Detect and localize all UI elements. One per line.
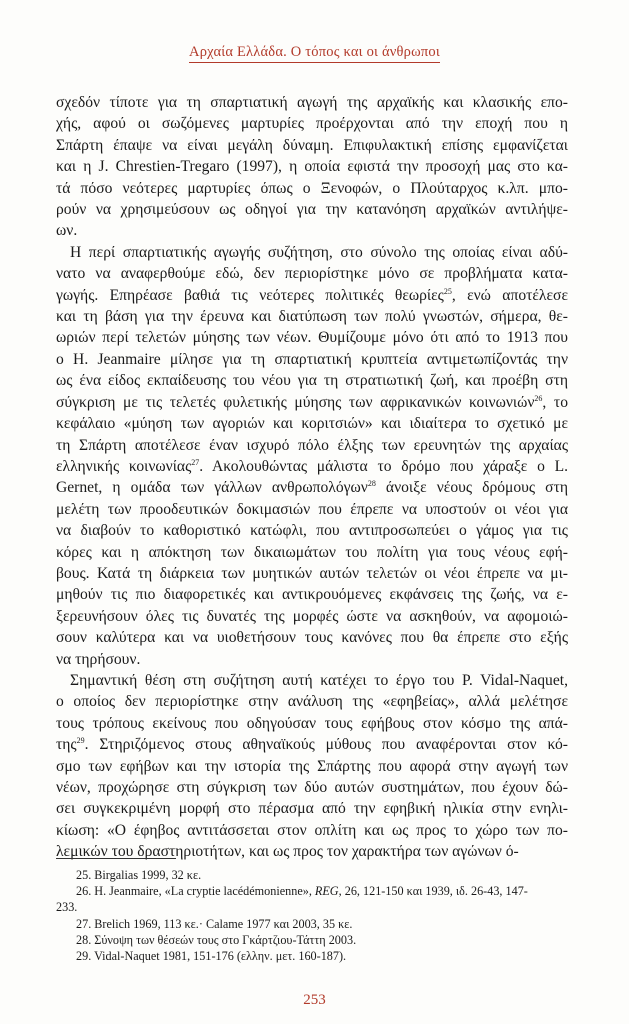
text-line: τά πόσο νεότερες μαρτυρίες όπως ο Ξενοφών, ο Πλούταρχος κ.λπ. μπο- bbox=[56, 179, 568, 197]
footnote-text: H. Jeanmaire, «La cryptie lacédémonienne», bbox=[94, 884, 315, 899]
text-line: σχεδόν τίποτε για τη σπαρτιατική αγωγή της αρχαϊκής και κλασικής επο- bbox=[56, 94, 568, 111]
text-line: ελληνικής κοινωνίας$^{27}$. Ακολουθώντας μάλιστα το δρόμο που χάραξε ο L. bbox=[56, 457, 569, 475]
text-line: γωγής. Επηρέασε βαθιά τις νεότερες πολιτικές θεωρίες$^{25}$, ενώ αποτέλεσε bbox=[56, 286, 568, 304]
footnote bbox=[56, 932, 568, 948]
running-title: Αρχαία Ελλάδα. Ο τόπος και οι άνθρωποι bbox=[189, 44, 440, 63]
footnote-marker[interactable]: 25 bbox=[443, 286, 452, 296]
footnote-number: 26. bbox=[76, 884, 95, 899]
footnote-number: 25. bbox=[76, 868, 95, 882]
running-header bbox=[0, 44, 629, 63]
footnote bbox=[56, 867, 568, 883]
footnote bbox=[56, 948, 568, 964]
text-line: της$^{29}$. Στηριζόμενος στους αθηναϊκούς μύθους που αναφέρονται στον κό- bbox=[56, 736, 568, 754]
text-line: Σπάρτη έπαψε να είναι μεγάλη δύναμη. Επιφυλακτική επίσης εμφανίζεται bbox=[56, 136, 568, 154]
text-line: τη Σπάρτη αποτέλεσε έναν ισχυρό πόλο έλξης των ερευνητών της αρχαίας bbox=[56, 436, 568, 454]
footnote-text: Vidal-Naquet 1981, 151-176 (ελλην. μετ. 160-187). bbox=[94, 949, 347, 964]
text-line: ως ένα είδος εκπαίδευσης του νέου για τη στρατιωτική ζωή, και προέβη στη bbox=[56, 372, 568, 390]
footnote bbox=[56, 883, 568, 899]
text-line: τους τρόπους εκείνους που οδηγούσαν τους εφήβους στον κόσμο της απά- bbox=[56, 714, 568, 732]
text-line: κεφάλαιο «μύηση των αγοριών και κοριτσιών» και ιδιαίτερα το σχετικό με bbox=[56, 415, 568, 433]
footnote-number: 27. bbox=[76, 916, 95, 931]
footnote-separator bbox=[56, 858, 176, 859]
text-line: να διαβούν το καθοριστικό κατώφλι, που αντιπροσωπεύει ο γάμος για τις bbox=[56, 522, 568, 540]
footnote-journal-title: REG bbox=[314, 884, 339, 899]
footnotes bbox=[56, 867, 568, 964]
text-line: βους. Κατά τη διάρκεια των μυητικών αυτών τελετών οι νέοι έπρεπε να μι- bbox=[56, 564, 568, 582]
paragraph bbox=[56, 670, 568, 863]
text-line: χής, αφού οι σωζόμενες μαρτυρίες προέρχονται από την εποχή που η bbox=[56, 115, 568, 133]
text-line: Gernet, η ομάδα των γάλλων ανθρωπολόγων$^{28}$ άνοιξε νέους δρόμους στη bbox=[56, 479, 568, 497]
footnote-text: Birgalias 1999, 32 κε. bbox=[94, 868, 202, 882]
paragraph bbox=[56, 242, 568, 670]
text-line: κίωση: «Ο έφηβος αντιτάσσεται στον οπλίτη και ως προς το χώρο των πο- bbox=[56, 821, 568, 839]
footnote-number: 28. bbox=[76, 932, 95, 947]
footnote-marker[interactable]: 26 bbox=[534, 393, 543, 403]
footnote-number: 29. bbox=[76, 949, 95, 964]
text-line: σμο των εφήβων και την ιστορία της Σπάρτης που αφορά στην αγωγή των bbox=[56, 757, 568, 775]
text-line: Σημαντική θέση στη συζήτηση αυτή κατέχει το έργο του P. Vidal-Naquet, bbox=[70, 671, 568, 689]
text-line: μελέτη των προοδευτικών δοκιμασιών που έπρεπε να υποστούν οι νέοι για bbox=[56, 500, 568, 518]
footnote-marker[interactable]: 28 bbox=[367, 479, 376, 489]
text-line: και η J. Chrestien-Tregaro (1997), η οποία εφιστά την προσοχή μας στο κα- bbox=[56, 158, 568, 176]
text-line: σει συγκεκριμένη μορφή στο πέρασμα από την εφηβική ηλικία στην ενηλι- bbox=[56, 800, 568, 818]
footnote-marker[interactable]: 29 bbox=[76, 736, 85, 746]
footnote-marker[interactable]: 27 bbox=[191, 457, 200, 467]
text-line: νατο να αναφερθούμε εδώ, δεν περιορίστηκε μόνο σε προβλήματα κατα- bbox=[56, 265, 568, 283]
text-line: να τηρήσουν. bbox=[56, 650, 141, 668]
text-line: Η περί σπαρτιατικής αγωγής συζήτηση, στο σύνολο της οποίας είναι αδύ- bbox=[70, 243, 568, 261]
text-line: σουν καλύτερα και να υιοθετήσουν τους κανόνες που θα έπρεπε στο εξής bbox=[56, 629, 568, 647]
text-line: νέων, προχώρησε στη σύγκριση των δύο αυτών συστημάτων, που έχουν δώ- bbox=[56, 779, 568, 796]
text-line: ο H. Jeanmaire μίλησε για τη σπαρτιατική κρυπτεία αντιμετωπίζοντάς την bbox=[56, 350, 568, 368]
text-line: και τη βάση για την έρευνα και διατύπωση των πολύ γνωστών, σήμερα, θε- bbox=[56, 308, 568, 326]
text-line: μηθούν τις πιο διαφορετικές και αντικρουόμενες εκφάνσεις της ζωής, να ε- bbox=[56, 586, 568, 604]
footnote-text: Brelich 1969, 113 κε.· Calame 1977 και 2003, 35 κε. bbox=[94, 916, 353, 931]
footnote-continuation: 233. bbox=[56, 900, 78, 915]
paragraph bbox=[56, 92, 568, 242]
footnote-text: , 26, 121-150 και 1939, ιδ. 26-43, 147- bbox=[338, 884, 528, 899]
text-line: ων. bbox=[56, 222, 78, 240]
page-number: 253 bbox=[303, 992, 326, 1008]
text-line: ρούν να χρησιμεύσουν ως οδηγοί για την κατανόηση αρχαϊκών αντιλήψε- bbox=[56, 201, 568, 219]
text-line: λεμικών του δραστηριοτήτων, και ως προς τον χαρακτήρα των αγώνων ό- bbox=[56, 843, 519, 861]
text-line: ο οποίος δεν περιορίστηκε στην ανάλυση της «εφηβείας», αλλά μελέτησε bbox=[56, 693, 568, 711]
footnote bbox=[56, 916, 568, 932]
text-line: σύγκριση με τις τελετές φυλετικής μύησης των αφρικανικών κοινωνιών$^{26}$, το bbox=[56, 393, 568, 411]
text-line: ξερευνήσουν όλες τις δυνατές της μορφές ώστε να ασκηθούν, να αφομοιώ- bbox=[56, 607, 568, 625]
body-text bbox=[56, 92, 568, 863]
text-line: κόρες και η απόκτηση των δικαιωμάτων του πολίτη για τους νέους εφή- bbox=[56, 543, 568, 561]
text-line: ωριών περί τελετών μύησης των νέων. Θυμίζουμε μόνο ότι από το 1913 που bbox=[56, 329, 568, 347]
footnote-text: Σύνοψη των θέσεών τους στο Γκάρτζιου-Τάττη 2003. bbox=[94, 932, 357, 947]
